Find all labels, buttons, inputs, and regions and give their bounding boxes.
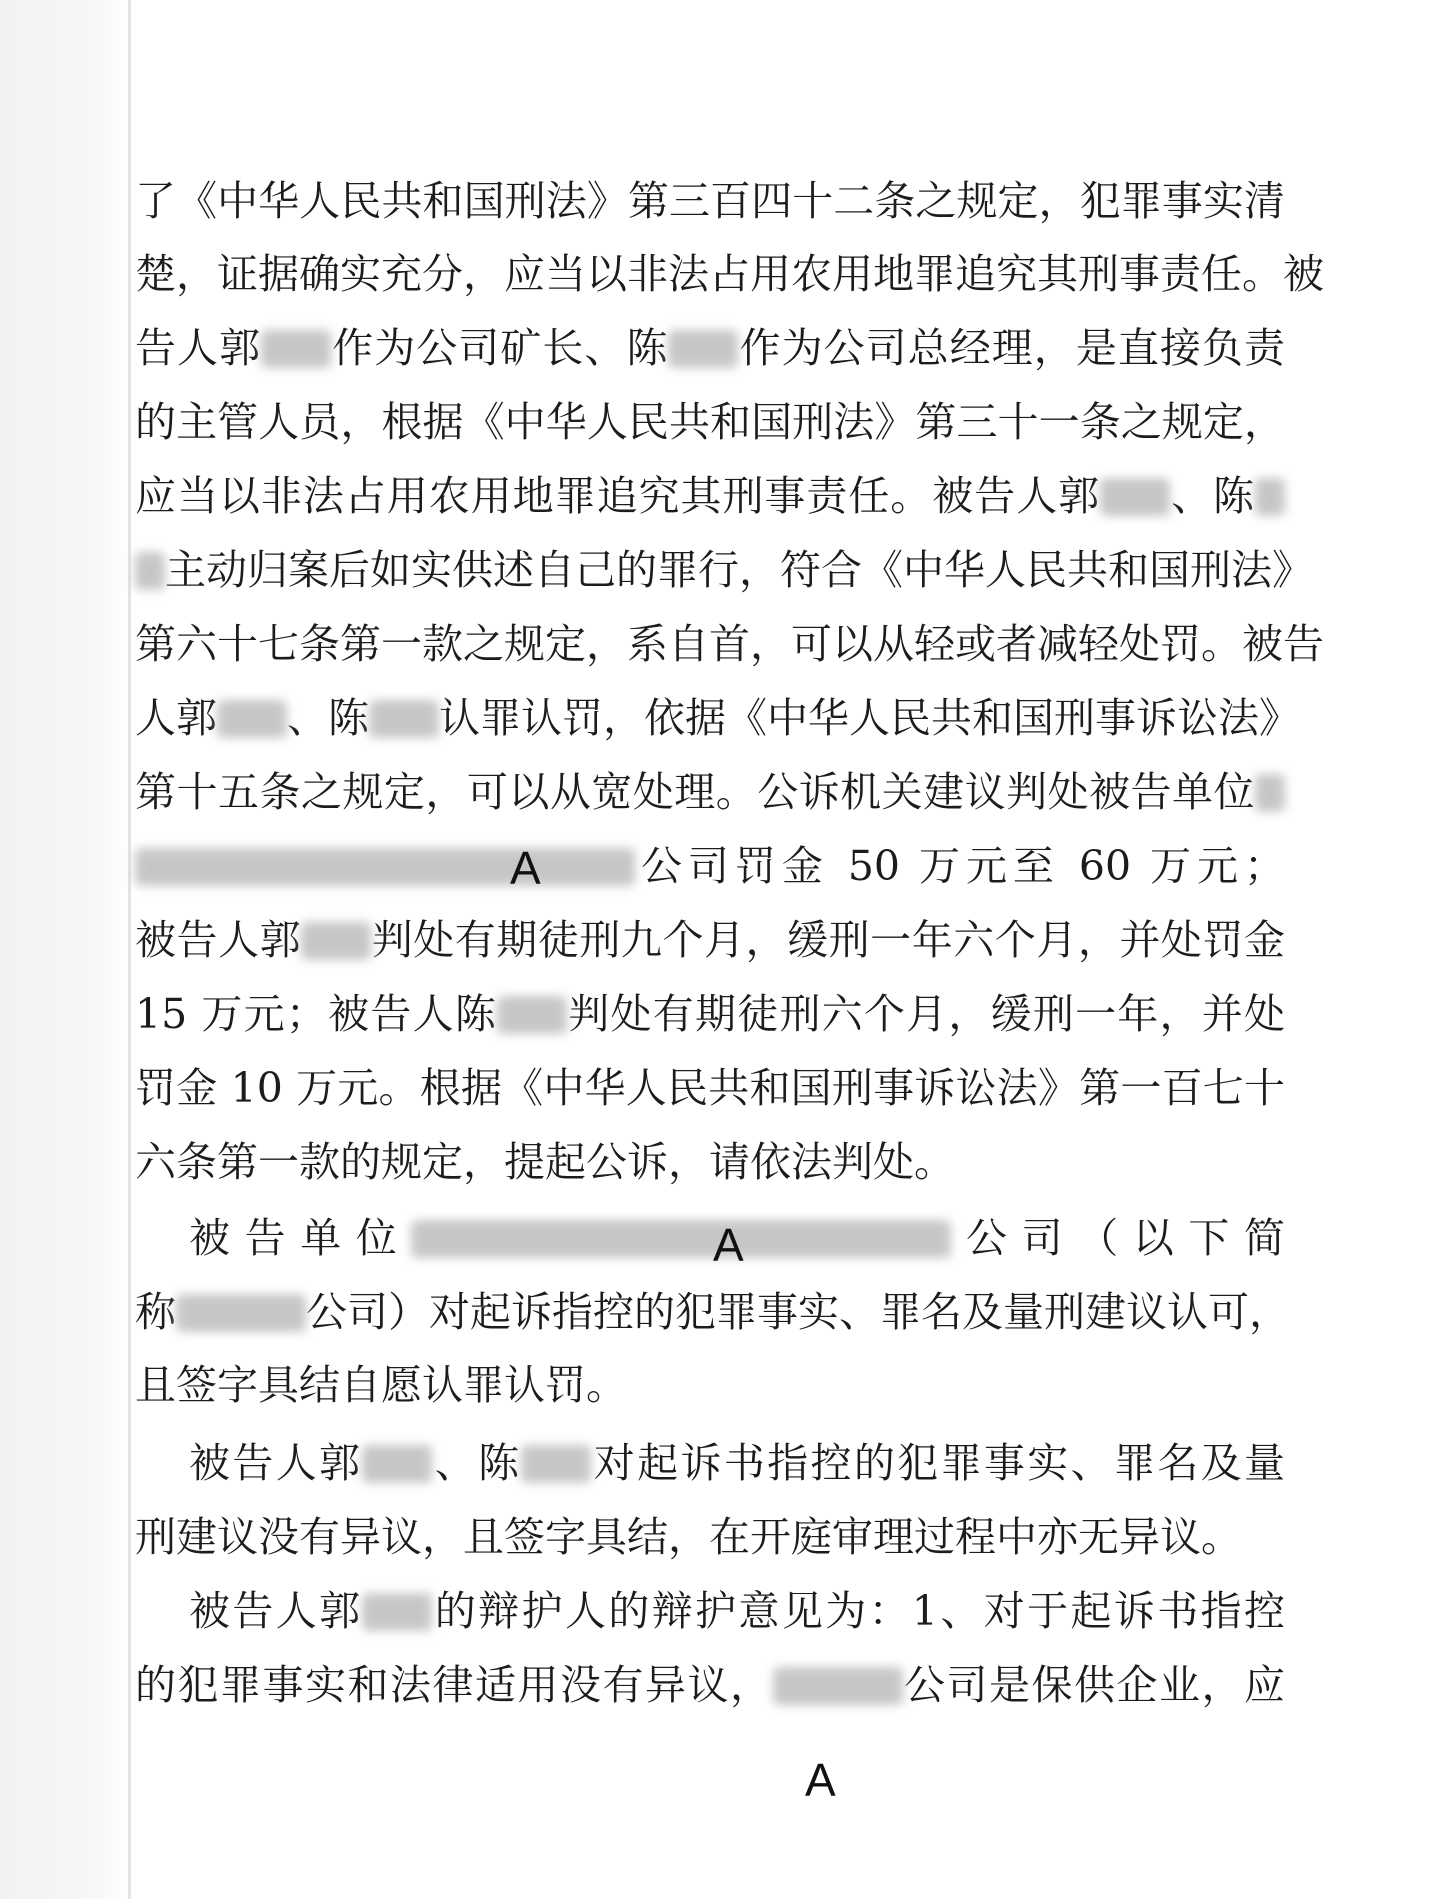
redacted-name xyxy=(135,552,165,590)
redacted-name xyxy=(668,330,738,368)
text-line xyxy=(135,391,1285,453)
text-line xyxy=(135,170,1285,232)
text-segment: 被告人郭 xyxy=(189,1587,363,1635)
text-segment: 判处有期徒刑六个月，缓刑一年，并处 xyxy=(567,990,1286,1038)
text-segment: 被告人郭 xyxy=(189,1439,363,1487)
redacted-name xyxy=(217,700,287,738)
text-segment: 了《中华人民共和国刑法》第三百四十二条之规定，犯罪事实清 xyxy=(135,177,1285,225)
text-segment: 罚金 10 万元。根据《中华人民共和国刑事诉讼法》第一百七十 xyxy=(135,1064,1285,1112)
text-segment: 的主管人员，根据《中华人民共和国刑法》第三十一条之规定， xyxy=(135,398,1285,446)
text-line xyxy=(135,835,1285,897)
text-line xyxy=(135,1281,1290,1343)
text-segment: 第六十七条第一款之规定，系自首，可以从轻或者减轻处罚。被告 xyxy=(135,620,1324,668)
redacted-name xyxy=(1255,774,1285,812)
text-segment: 第十五条之规定，可以从宽处理。公诉机关建议判处被告单位 xyxy=(135,768,1255,816)
redaction-marker: A xyxy=(713,1219,744,1271)
text-line xyxy=(135,243,1324,305)
redacted-name xyxy=(369,700,439,738)
redacted-name xyxy=(497,996,567,1034)
redacted-name xyxy=(1255,478,1285,516)
text-line xyxy=(135,1506,1285,1568)
text-segment: 且签字具结自愿认罪认罚。 xyxy=(135,1361,627,1409)
text-segment: 的犯罪事实和法律适用没有异议， xyxy=(135,1661,773,1709)
text-line xyxy=(135,983,1285,1045)
text-segment: 、陈 xyxy=(1170,472,1256,520)
text-segment: 公司）对起诉指控的犯罪事实、罪名及量刑建议认可， xyxy=(306,1288,1290,1336)
text-segment: 六条第一款的规定，提起公诉，请依法判处。 xyxy=(135,1138,955,1186)
text-segment: 被告人郭 xyxy=(135,916,302,964)
text-line xyxy=(135,613,1324,675)
redacted-name xyxy=(176,1294,306,1332)
text-segment: 、陈 xyxy=(432,1439,522,1487)
text-line xyxy=(135,465,1285,527)
text-line xyxy=(135,1354,1285,1416)
text-segment: 、陈 xyxy=(287,694,369,742)
text-segment: 15 万元；被告人陈 xyxy=(135,990,498,1038)
text-segment: 称 xyxy=(135,1288,176,1336)
text-segment: 判处有期徒刑九个月，缓刑一年六个月，并处罚金 xyxy=(371,916,1286,964)
text-line xyxy=(135,539,1313,601)
text-segment: 公司罚金 50 万元至 60 万元； xyxy=(635,842,1285,890)
redacted-name xyxy=(362,1593,432,1631)
text-line xyxy=(135,687,1300,749)
redacted-name xyxy=(135,848,635,886)
text-segment: 认罪认罚，依据《中华人民共和国刑事诉讼法》 xyxy=(439,694,1300,742)
text-segment: 对起诉书指控的犯罪事实、罪名及量 xyxy=(591,1439,1286,1487)
text-line xyxy=(135,1131,1285,1193)
redacted-name xyxy=(261,330,331,368)
redaction-marker: A xyxy=(805,1754,836,1806)
redaction-marker: A xyxy=(510,842,541,894)
text-line xyxy=(135,761,1285,823)
text-segment: 告人郭 xyxy=(135,324,262,372)
redacted-name xyxy=(411,1220,951,1258)
redacted-name xyxy=(362,1445,432,1483)
text-segment: 的辩护人的辩护意见为：1、对于起诉书指控 xyxy=(432,1587,1285,1635)
scan-fold-line xyxy=(128,0,131,1899)
redacted-name xyxy=(301,922,371,960)
redacted-name xyxy=(521,1445,591,1483)
text-line xyxy=(135,1654,1285,1716)
text-line xyxy=(135,317,1285,379)
text-line xyxy=(135,909,1285,971)
text-segment: 作为公司总经理，是直接负责 xyxy=(738,324,1286,372)
redacted-name xyxy=(1100,478,1170,516)
text-segment: 应当以非法占用农用地罪追究其刑事责任。被告人郭 xyxy=(135,472,1101,520)
text-segment: 楚，证据确实充分，应当以非法占用农用地罪追究其刑事责任。被 xyxy=(135,250,1324,298)
text-line xyxy=(135,1580,1285,1642)
text-line xyxy=(135,1057,1285,1119)
redacted-name xyxy=(773,1667,903,1705)
text-segment: 刑建议没有异议，且签字具结，在开庭审理过程中亦无异议。 xyxy=(135,1513,1242,1561)
scan-shadow xyxy=(0,0,132,1899)
text-line xyxy=(135,1207,1285,1269)
text-segment: 被告单位 xyxy=(189,1214,412,1262)
text-line xyxy=(135,1432,1285,1494)
text-segment: 公司（以下简 xyxy=(951,1214,1286,1262)
text-segment: 人郭 xyxy=(135,694,217,742)
text-segment: 作为公司矿长、陈 xyxy=(331,324,669,372)
text-segment: 公司是保供企业，应 xyxy=(902,1661,1285,1709)
text-segment: 主动归案后如实供述自己的罪行，符合《中华人民共和国刑法》 xyxy=(165,546,1313,594)
